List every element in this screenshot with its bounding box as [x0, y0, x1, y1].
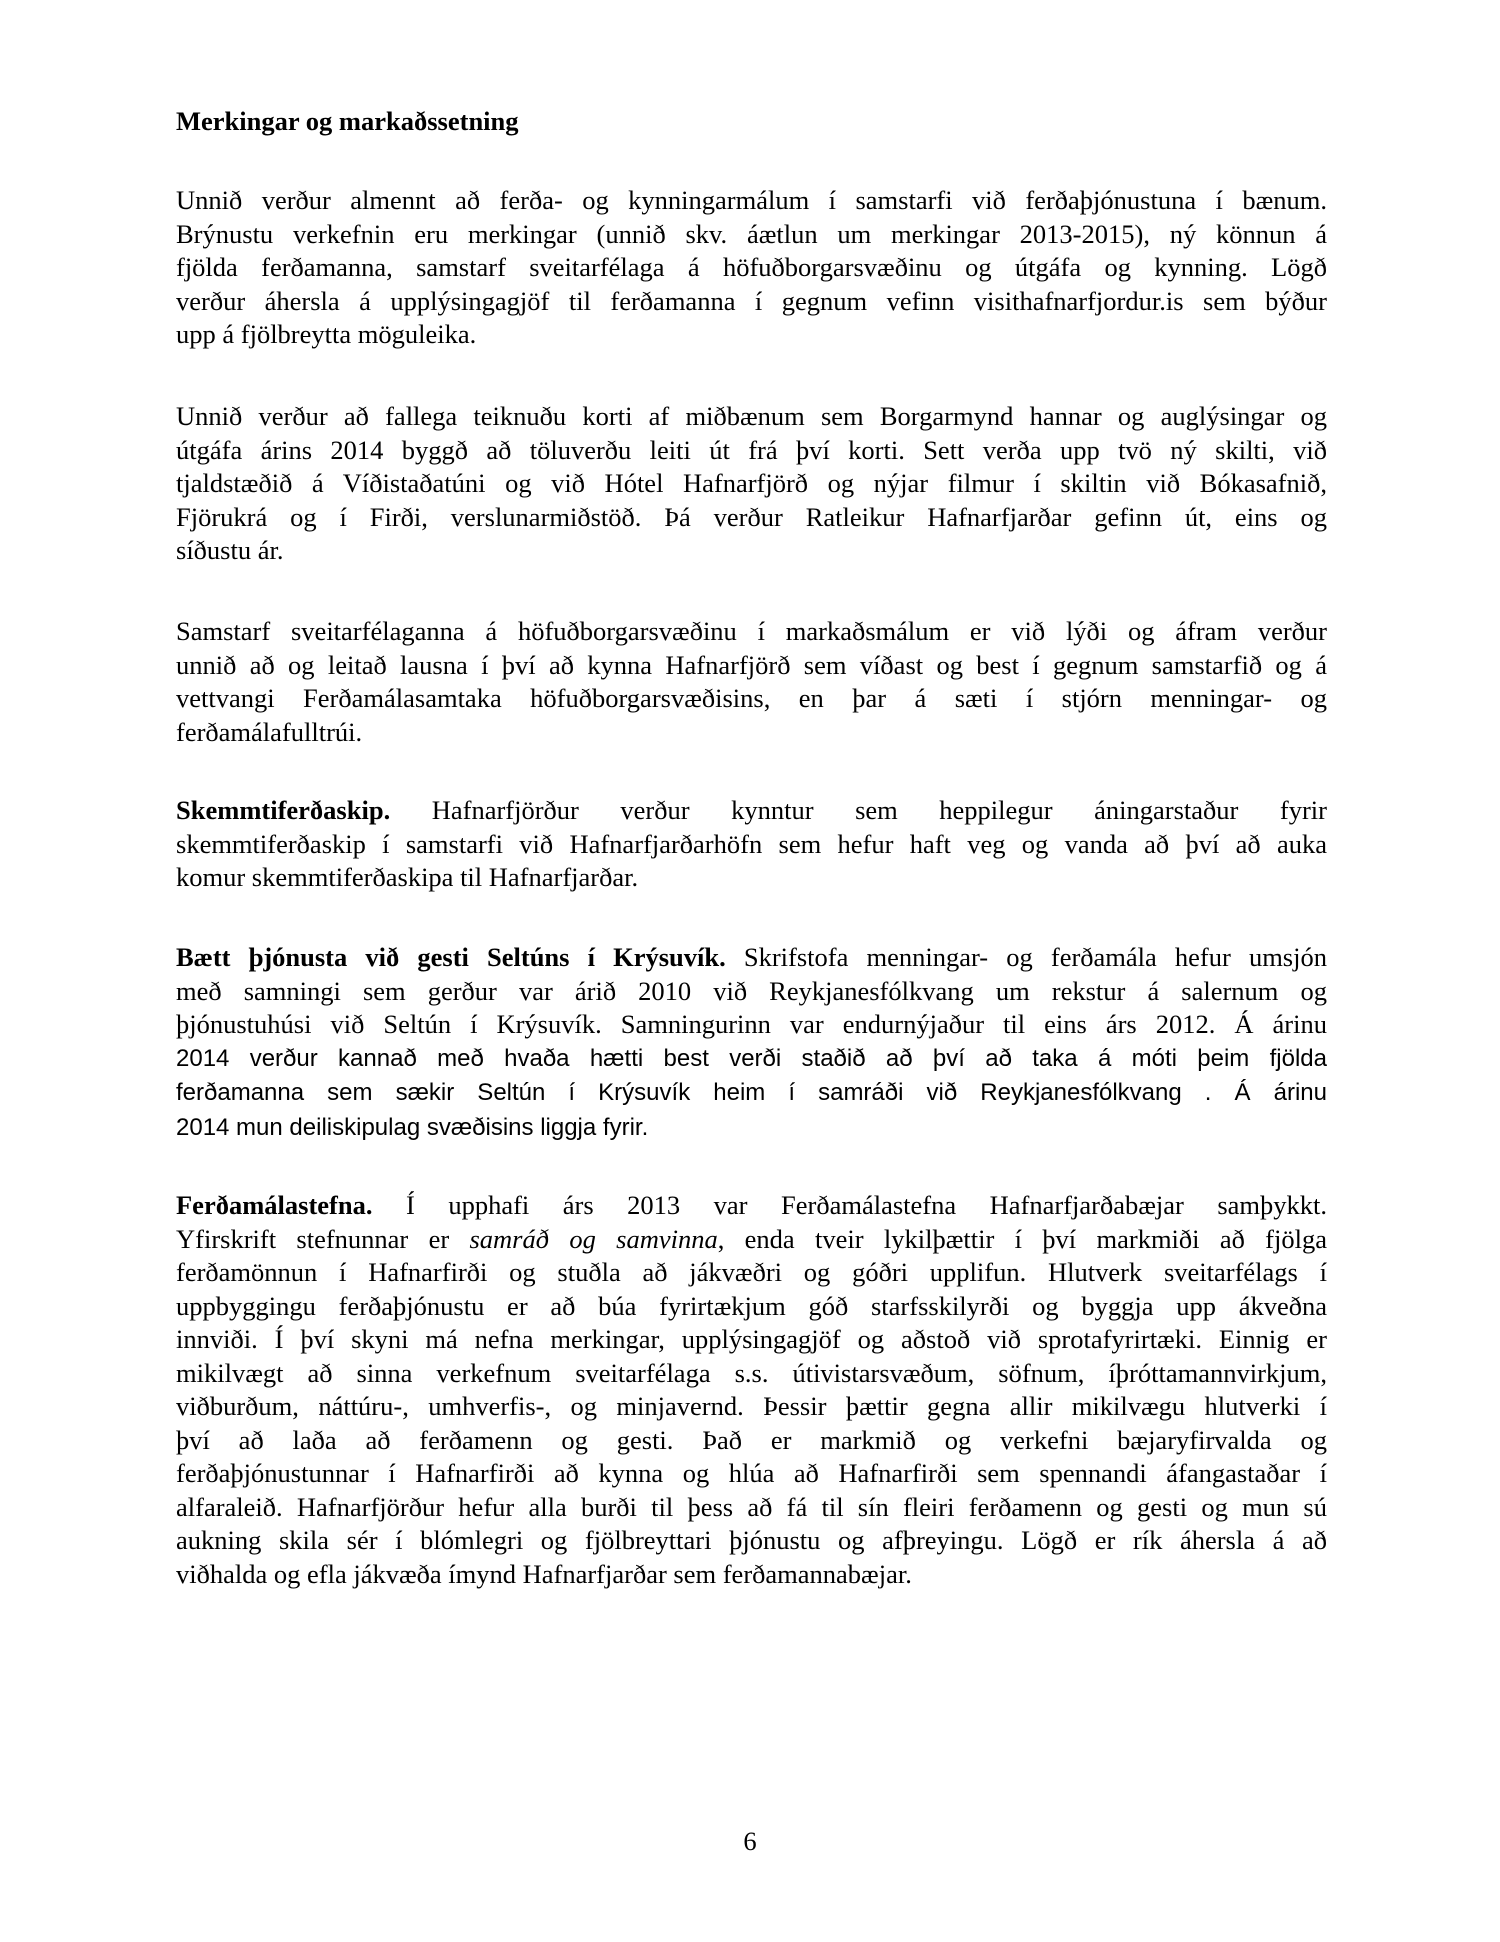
- text-line: þjónustuhúsi við Seltún í Krýsuvík. Samningurinn var endurnýjaður til eins árs 2012. Á árinu: [176, 1009, 1327, 1039]
- text-line: viðburðum, náttúru-, umhverfis-, og minjavernd. Þessir þættir gegna allir mikilvægu hlutverki í: [176, 1391, 1327, 1421]
- paragraph-lead: Skemmtiferðaskip.: [176, 795, 391, 825]
- text-line: ferðamálafulltrúi.: [176, 716, 363, 747]
- text-line: innviði. Í því skyni má nefna merkingar, upplýsingagjöf og aðstoð við sprotafyrirtæki. Einnig er: [176, 1324, 1327, 1354]
- text-line: alfaraleið. Hafnarfjörður hefur alla burði til þess að fá til sín fleiri ferðamenn og gesti og mun sú: [176, 1491, 1327, 1522]
- text-run: Í upphafi árs 2013 var Ferðamálastefna Hafnarfjarðabæjar samþykkt.: [372, 1190, 1327, 1220]
- italic-text: samráð og samvinna: [469, 1223, 718, 1254]
- text-line: Unnið verður að fallega teiknuðu korti af miðbænum sem Borgarmynd hannar og auglýsingar og: [176, 401, 1327, 431]
- text-line: með samningi sem gerður var árið 2010 við Reykjanesfólkvang um rekstur á salernum og: [176, 975, 1327, 1006]
- text-line: [176, 794, 1327, 828]
- text-line: 2014 mun deiliskipulag svæðisins liggja fyrir.: [176, 1113, 649, 1141]
- text-line: viðhalda og efla jákvæða ímynd Hafnarfjarðar sem ferðamannabæjar.: [176, 1558, 912, 1589]
- text-run: Skrifstofa menningar- og ferðamála hefur umsjón: [725, 942, 1327, 972]
- text-line: uppbyggingu ferðaþjónustu er að búa fyrirtækjum góð starfsskilyrði og byggja upp ákveðna: [176, 1290, 1327, 1321]
- text-line: Samstarf sveitarfélaganna á höfuðborgarsvæðinu í markaðsmálum er við lýði og áfram verður: [176, 616, 1327, 646]
- paragraph-samstarf: [176, 615, 1327, 749]
- text-line: Fjörukrá og í Firði, verslunarmiðstöð. Þá verður Ratleikur Hafnarfjarðar gefinn út, eins og: [176, 501, 1327, 532]
- text-line: fjölda ferðamanna, samstarf sveitarfélaga á höfuðborgarsvæðinu og útgáfa og kynning. Lögð: [176, 252, 1327, 282]
- paragraph-lead: Ferðamálastefna.: [176, 1190, 373, 1220]
- paragraph-merkingar: [176, 184, 1327, 352]
- paragraph-kort: [176, 400, 1327, 568]
- paragraph-seltun: [176, 941, 1327, 1145]
- text-line: unnið að og leitað lausna í því að kynna Hafnarfjörð sem víðast og best í gegnum samstarfið og á: [176, 649, 1327, 680]
- text-line: því að laða að ferðamenn og gesti. Það er markmið og verkefni bæjaryfirvalda og: [176, 1424, 1327, 1455]
- text-run: Hafnarfjörður verður kynntur sem heppilegur áningarstaður fyrir: [390, 795, 1327, 825]
- text-line: [176, 1223, 1327, 1257]
- text-line: síðustu ár.: [176, 535, 284, 565]
- text-line: vettvangi Ferðamálasamtaka höfuðborgarsvæðisins, en þar á sæti í stjórn menningar- og: [176, 683, 1327, 713]
- text-line: [176, 1189, 1327, 1223]
- page-number: 6: [743, 1826, 757, 1856]
- text-line: komur skemmtiferðaskipa til Hafnarfjarðar.: [176, 862, 639, 892]
- text-line: 2014 verður kannað með hvaða hætti best verði staðið að því að taka á móti þeim fjölda: [176, 1044, 1327, 1072]
- paragraph-lead: Bætt þjónusta við gesti Seltúns í Krýsuvík.: [176, 942, 726, 972]
- text-line: mikilvægt að sinna verkefnum sveitarfélaga s.s. útivistarsvæðum, söfnum, íþróttamannvirkjum,: [176, 1357, 1327, 1388]
- text-line: [176, 941, 1327, 975]
- text-line: verður áhersla á upplýsingagjöf til ferðamanna í gegnum vefinn visithafnarfjordur.is sem býður: [176, 285, 1327, 316]
- text-run: , enda tveir lykilþættir í því markmiði að fjölga: [717, 1223, 1327, 1254]
- text-line: skemmtiferðaskip í samstarfi við Hafnarfjarðarhöfn sem hefur haft veg og vanda að því að auka: [176, 828, 1327, 859]
- paragraph-skemmtiferdaskip: [176, 794, 1327, 895]
- text-line: Brýnustu verkefnin eru merkingar (unnið skv. áætlun um merkingar 2013-2015), ný könnun á: [176, 218, 1327, 249]
- text-line: ferðamönnun í Hafnarfirði og stuðla að jákvæðri og góðri upplifun. Hlutverk sveitarfélags í: [176, 1257, 1327, 1287]
- section-heading: Merkingar og markaðssetning: [176, 106, 519, 136]
- text-line: upp á fjölbreytta möguleika.: [176, 319, 477, 349]
- text-line: útgáfa árins 2014 byggð að töluverðu leiti út frá því korti. Sett verða upp tvö ný skilti, við: [176, 434, 1327, 465]
- text-run: Yfirskrift stefnunnar er: [176, 1223, 470, 1254]
- text-line: ferðamanna sem sækir Seltún í Krýsuvík heim í samráði við Reykjanesfólkvang . Á árinu: [176, 1079, 1327, 1106]
- text-line: aukning skila sér í blómlegri og fjölbreyttari þjónustu og afþreyingu. Lögð er rík áhersla á að: [176, 1525, 1327, 1555]
- paragraph-ferdamalastefna: [176, 1189, 1327, 1591]
- text-line: ferðaþjónustunnar í Hafnarfirði að kynna og hlúa að Hafnarfirði sem spennandi áfangastaðar í: [176, 1458, 1327, 1488]
- text-line: tjaldstæðið á Víðistaðatúni og við Hótel Hafnarfjörð og nýjar filmur í skiltin við Bókasafnið,: [176, 468, 1327, 498]
- text-line: Unnið verður almennt að ferða- og kynningarmálum í samstarfi við ferðaþjónustuna í bænum.: [176, 185, 1327, 215]
